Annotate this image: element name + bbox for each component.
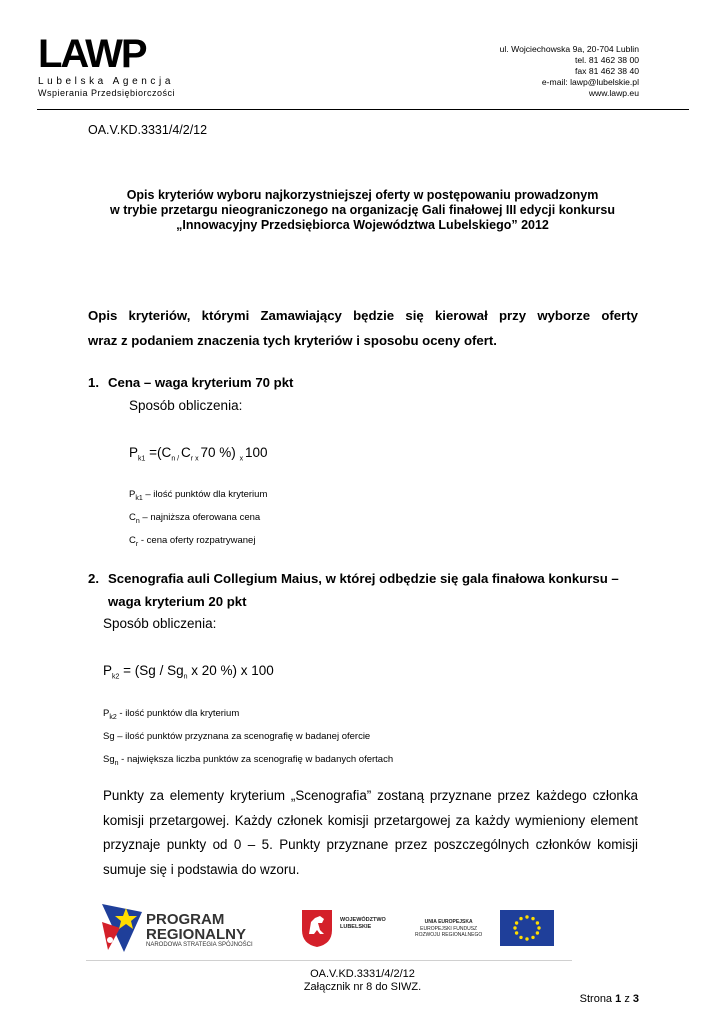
legend-sub: r [135, 540, 139, 548]
legend-text: - cena oferty rozpatrywanej [138, 534, 256, 546]
legend-item [103, 727, 393, 750]
title-line: „Innowacyjny Przedsiębiorca Województwa Lubelskiego” 2012 [176, 218, 549, 232]
formula-sub: k2 [112, 673, 120, 681]
criterion-1-heading: Cena – waga kryterium 70 pkt [108, 375, 294, 390]
criterion-1-legend [129, 485, 267, 554]
program-line1: PROGRAM [146, 911, 225, 928]
wojewodztwo-text [340, 917, 386, 931]
program-logo-text [146, 912, 246, 942]
formula-sub: r x [190, 455, 201, 463]
legend-symbol: P [129, 489, 136, 500]
formula-part: 70 %) [200, 445, 240, 460]
page-current: 1 [615, 993, 622, 1005]
formula-part: x 20 %) x 100 [187, 663, 274, 678]
criterion-1-formula [129, 443, 268, 470]
eu-flag-icon [500, 910, 554, 946]
page-label: Strona [579, 993, 613, 1005]
legend-sub: k1 [135, 494, 143, 502]
logo-line1: Lubelska Agencja [38, 76, 174, 87]
legend-text: – ilość punktów dla kryterium [142, 489, 268, 500]
formula-symbol: P [129, 445, 139, 460]
contact-address: ul. Wojciechowska 9a, 20-704 Lublin [499, 44, 639, 54]
intro-paragraph [88, 303, 638, 353]
contact-phone: tel. 81 462 38 00 [574, 55, 639, 65]
criterion-2-legend [103, 704, 393, 773]
page-number [580, 993, 639, 1005]
legend-symbol: Sg [103, 730, 115, 742]
intro-line: Opis kryteriów, którymi Zamawiający będzie się kierował przy wyborze oferty [88, 308, 638, 323]
program-regionalny-icon [98, 900, 144, 954]
legend-text: – ilość punktów przyznana za scenografię w badanej ofercie [114, 730, 371, 742]
legend-symbol: C [129, 511, 136, 523]
formula-symbol: P [103, 663, 113, 678]
document-title [60, 188, 665, 233]
reference-number: OA.V.KD.3331/4/2/12 [88, 123, 208, 137]
criterion-2-heading [108, 569, 638, 612]
program-subtitle: NARODOWA STRATEGIA SPÓJNOŚCI [146, 942, 253, 948]
legend-symbol: C [129, 534, 136, 546]
formula-sub: k1 [138, 455, 146, 463]
footer-attachment: Załącznik nr 8 do SIWZ. [303, 981, 422, 993]
legend-sub: n [114, 759, 119, 767]
legend-item [129, 531, 267, 554]
footer-logos [86, 894, 572, 961]
criterion-1-number: 1. [88, 375, 99, 390]
legend-item [103, 704, 393, 727]
wojewodztwo-crest-icon [300, 908, 334, 948]
formula-sub: n / [171, 455, 182, 463]
ue-line1: UNIA EUROPEJSKA [424, 919, 473, 925]
woj-line2: LUBELSKIE [340, 924, 372, 930]
legend-sub: n [135, 517, 140, 525]
title-line: w trybie przetargu nieograniczonego na organizację Gali finałowej III edycji konkursu [110, 203, 615, 217]
criterion-1-method: Sposób obliczenia: [129, 398, 243, 413]
contact-email: e-mail: lawp@lubelskie.pl [541, 77, 639, 87]
contact-website: www.lawp.eu [588, 88, 639, 98]
legend-item [129, 508, 267, 531]
title-line: Opis kryteriów wyboru najkorzystniejszej oferty w postępowaniu prowadzonym [126, 188, 599, 202]
legend-symbol: P [103, 708, 110, 719]
contact-fax: fax 81 462 38 40 [574, 66, 639, 76]
formula-sub: x [239, 455, 246, 463]
formula-sub: n [183, 673, 188, 681]
legend-item [103, 750, 393, 773]
page-sep: z [624, 993, 630, 1005]
formula-part: C [181, 445, 191, 460]
legend-text: - największa liczba punktów za scenografię w badanych ofertach [118, 753, 394, 765]
formula-part: 100 [245, 445, 268, 460]
header-divider [37, 109, 689, 110]
logo-line2: Wspierania Przedsiębiorczości [38, 88, 176, 98]
intro-line: wraz z podaniem znaczenia tych kryteriów i sposobu oceny ofert. [88, 333, 497, 348]
formula-part: = (Sg / Sg [119, 663, 184, 678]
contact-block [500, 44, 639, 99]
legend-text: - ilość punktów dla kryterium [116, 708, 240, 719]
program-line2: REGIONALNY [146, 926, 247, 943]
criterion-2-number: 2. [88, 571, 99, 586]
logo-title: LAWP [38, 32, 146, 76]
criterion-2-heading-line: waga kryterium 20 pkt [108, 594, 247, 609]
criterion-2-method: Sposób obliczenia: [103, 616, 217, 631]
scenography-paragraph: Punkty za elementy kryterium „Scenografia” zostaną przyznane przez każdego członka komisji przetargowej. Każdy członek komisji przetargowej za każdy wymieniony element przyznaje punkty od 0 – 5. Punkty przyznane przez poszczególnych członków komisji sumuje się i podstawia do wzoru. [103, 788, 638, 877]
criterion-2-heading-line: Scenografia auli Collegium Maius, w której odbędzie się gala finałowa konkursu – [108, 571, 619, 586]
criterion-2-formula [103, 661, 274, 688]
formula-part: =(C [145, 445, 172, 460]
ue-line3: ROZWOJU REGIONALNEGO [415, 932, 483, 938]
legend-sub: k2 [109, 713, 117, 721]
legend-text: – najniższa oferowana cena [139, 511, 261, 523]
woj-line1: WOJEWÓDZTWO [340, 917, 386, 923]
ue-text [415, 919, 482, 939]
legend-item [129, 485, 267, 508]
page-total: 3 [632, 993, 639, 1005]
ue-line2: EUROPEJSKI FUNDUSZ [420, 925, 478, 932]
legend-symbol: Sg [103, 753, 115, 765]
footer-reference [240, 968, 485, 994]
footer-ref: OA.V.KD.3331/4/2/12 [310, 968, 415, 980]
lawp-logo [38, 34, 178, 104]
